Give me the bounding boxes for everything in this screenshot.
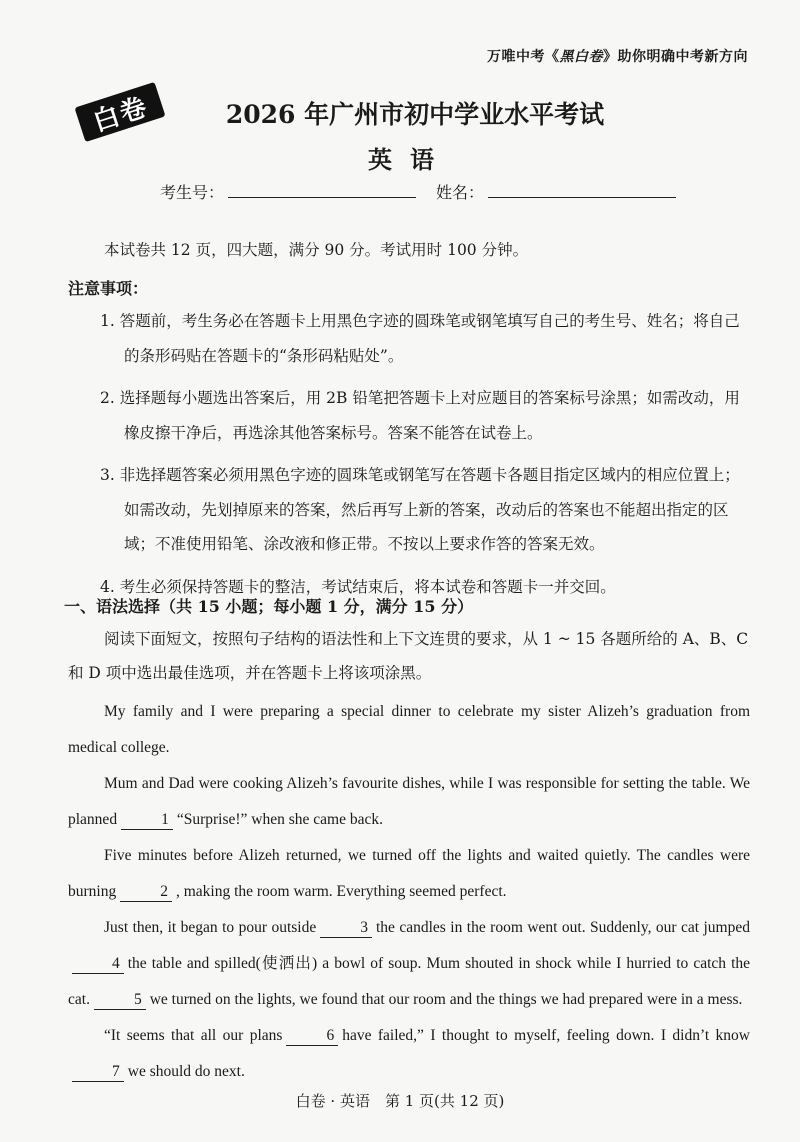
notice-title: 注意事项： xyxy=(68,279,149,298)
passage-paragraph: My family and I were preparing a special dinner to celebrate my sister Alizeh’s graduation from medical college. xyxy=(68,703,750,756)
paper-stamp: 白卷 xyxy=(74,82,165,142)
name-field[interactable]: 姓名： xyxy=(436,180,676,203)
passage-paragraph: Just then, it began to pour outside 3 the candles in the room went out. Suddenly, our cat jumped4 the table and spilled(使洒出) a bowl of soup. Mum shouted in shock while I hurried to catch the cat. 5 we turned on the lights, we found that our room and the things we had prepared were in a mess. xyxy=(68,919,750,1008)
answer-blank: 6 xyxy=(286,1027,338,1046)
notice-item: 1. 答题前，考生务必在答题卡上用黑色字迹的圆珠笔或钢笔填写自己的考生号、姓名；将自己的条形码贴在答题卡的“条形码粘贴处”。 xyxy=(100,312,740,365)
section-instruction: 阅读下面短文，按照句子结构的语法性和上下文连贯的要求，从 1 ~ 15 各题所给的 A、B、C 和 D 项中选出最佳选项，并在答题卡上将该项涂黑。 xyxy=(68,630,749,682)
brand-name: 黑白卷 xyxy=(559,49,603,65)
paper-intro: 本试卷共 12 页，四大题，满分 90 分。考试用时 100 分钟。 xyxy=(104,241,529,259)
answer-blank: 1 xyxy=(121,811,173,830)
notice-item: 4. 考生必须保持答题卡的整洁，考试结束后，将本试卷和答题卡一并交回。 xyxy=(100,577,616,596)
answer-blank: 3 xyxy=(320,919,372,938)
notice-list xyxy=(100,304,752,612)
passage-paragraph: Five minutes before Alizeh returned, we turned off the lights and waited quietly. The candles were burning 2 , making the room warm. Everything seemed perfect. xyxy=(68,847,750,900)
exam-title: 2026 年广州市初中学业水平考试 xyxy=(225,100,605,129)
header-slogan: 万唯中考《黑白卷》助你明确中考新方向 xyxy=(487,49,748,65)
passage-paragraph: Mum and Dad were cooking Alizeh’s favourite dishes, while I was responsible for setting the table. We planned 1 “Surprise!” when she came back. xyxy=(68,775,750,828)
reading-passage xyxy=(68,694,750,1090)
answer-blank: 4 xyxy=(72,955,124,974)
subject-title: 英语 xyxy=(368,145,452,174)
answer-blank: 2 xyxy=(120,883,172,902)
exam-number-field[interactable]: 考生号： xyxy=(160,180,416,203)
notice-item: 3. 非选择题答案必须用黑色字迹的圆珠笔或钢笔写在答题卡各题目指定区域内的相应位置上；如需改动，先划掉原来的答案，然后再写上新的答案，改动后的答案也不能超出指定的区域；不准使用铅笔、涂改液和修正带。不按以上要求作答的答案无效。 xyxy=(100,466,740,553)
notice-item: 2. 选择题每小题选出答案后，用 2B 铅笔把答题卡上对应题目的答案标号涂黑；如需改动，用橡皮擦干净后，再选涂其他答案标号。答案不能答在试卷上。 xyxy=(100,389,740,442)
answer-blank: 5 xyxy=(94,991,146,1010)
page-footer: 白卷 · 英语 第 1 页(共 12 页) xyxy=(295,1092,505,1110)
section-title: 一、语法选择（共 15 小题；每小题 1 分，满分 15 分） xyxy=(64,597,474,616)
passage-paragraph: “It seems that all our plans 6 have failed,” I thought to myself, feeling down. I didn’t know7 we should do next. xyxy=(68,1018,750,1090)
answer-blank: 7 xyxy=(72,1063,124,1082)
